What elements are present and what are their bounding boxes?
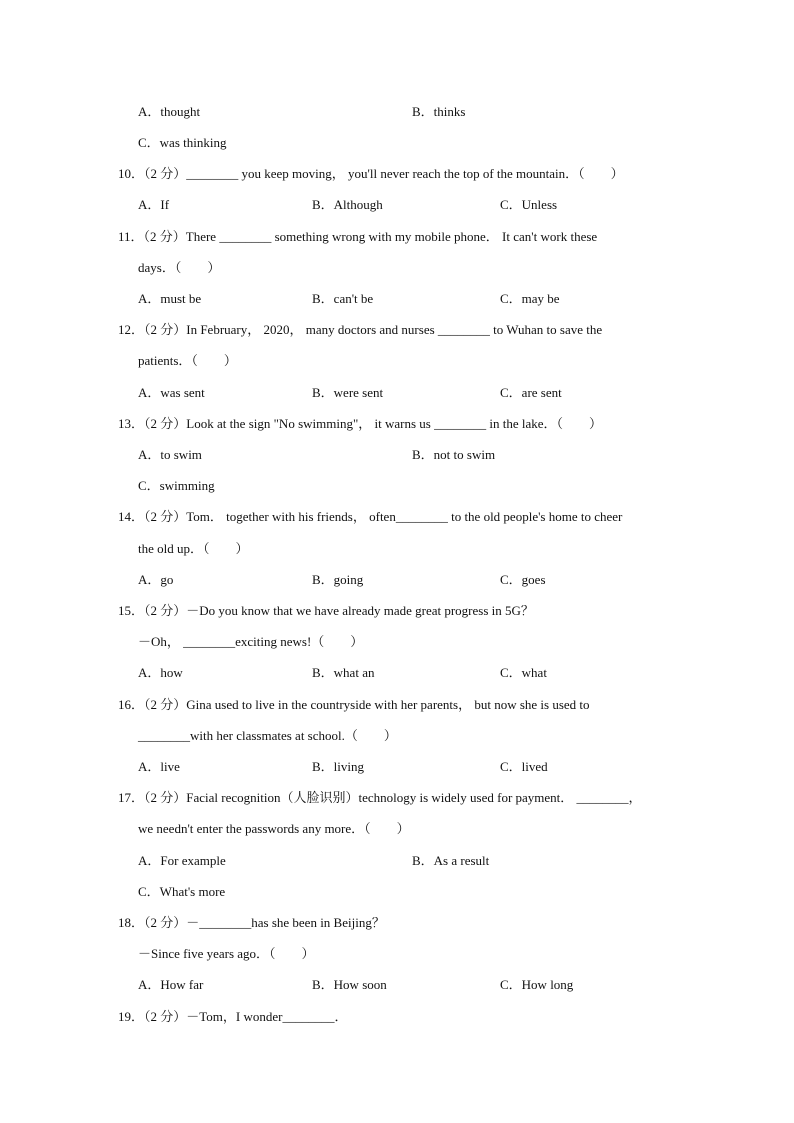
- question-16-continuation: ________with her classmates at school.（ ）: [138, 728, 397, 743]
- question-11-continuation: days．（ ）: [138, 260, 221, 275]
- option-q18-a: A．How far: [138, 977, 204, 992]
- option-q14-c: C．goes: [500, 572, 546, 587]
- option-q9-b: B．thinks: [412, 104, 466, 119]
- question-10-stem: 10．（2 分）________ you keep moving， you'll never reach the top of the mountain．（ ）: [118, 166, 624, 181]
- question-17-continuation: we needn't enter the passwords any more．（ ）: [138, 821, 410, 836]
- question-11-stem: 11．（2 分）There ________ something wrong with my mobile phone． It can't work these: [118, 229, 598, 244]
- option-q17-c: C．What's more: [138, 884, 226, 899]
- option-q11-a: A．must be: [138, 291, 202, 306]
- question-13-stem: 13．（2 分）Look at the sign "No swimming"， it warns us ________ in the lake．（ ）: [118, 416, 602, 431]
- question-17-stem: 17．（2 分）Facial recognition（人脸识别）technology is widely used for payment． ________，: [118, 790, 642, 805]
- question-14-stem: 14．（2 分）Tom． together with his friends， often________ to the old people's home to cheer: [118, 509, 623, 524]
- option-q13-c: C．swimming: [138, 478, 215, 493]
- option-q15-c: C．what: [500, 665, 547, 680]
- question-15-stem: 15．（2 分）－Do you know that we have already made great progress in 5G？: [118, 603, 534, 618]
- option-q16-c: C．lived: [500, 759, 548, 774]
- option-q18-c: C．How long: [500, 977, 574, 992]
- option-q13-b: B．not to swim: [412, 447, 496, 462]
- option-q12-a: A．was sent: [138, 385, 205, 400]
- question-12-stem: 12．（2 分）In February， 2020， many doctors and nurses ________ to Wuhan to save the: [118, 322, 603, 337]
- option-q11-b: B．can't be: [312, 291, 374, 306]
- question-14-continuation: the old up．（ ）: [138, 541, 249, 556]
- question-16-stem: 16．（2 分）Gina used to live in the countryside with her parents， but now she is used to: [118, 697, 590, 712]
- question-15-continuation: －Oh， ________exciting news!（ ）: [138, 634, 364, 649]
- question-18-continuation: －Since five years ago．（ ）: [138, 946, 315, 961]
- option-q9-a: A．thought: [138, 104, 201, 119]
- option-q16-a: A．live: [138, 759, 180, 774]
- option-q12-b: B．were sent: [312, 385, 384, 400]
- option-q14-b: B．going: [312, 572, 364, 587]
- option-q17-b: B．As a result: [412, 853, 490, 868]
- option-q10-c: C．Unless: [500, 197, 558, 212]
- option-q12-c: C．are sent: [500, 385, 562, 400]
- option-q16-b: B．living: [312, 759, 365, 774]
- option-q15-a: A．how: [138, 665, 183, 680]
- question-19-stem: 19．（2 分）－Tom，I wonder________．: [118, 1009, 348, 1024]
- option-q11-c: C．may be: [500, 291, 560, 306]
- option-q14-a: A．go: [138, 572, 174, 587]
- option-q17-a: A．For example: [138, 853, 226, 868]
- option-q13-a: A．to swim: [138, 447, 202, 462]
- question-12-continuation: patients．（ ）: [138, 353, 237, 368]
- option-q9-c: C．was thinking: [138, 135, 227, 150]
- option-q10-b: B．Although: [312, 197, 383, 212]
- question-18-stem: 18．（2 分）－________has she been in Beijing？: [118, 915, 385, 930]
- option-q15-b: B．what an: [312, 665, 375, 680]
- option-q18-b: B．How soon: [312, 977, 387, 992]
- option-q10-a: A．If: [138, 197, 170, 212]
